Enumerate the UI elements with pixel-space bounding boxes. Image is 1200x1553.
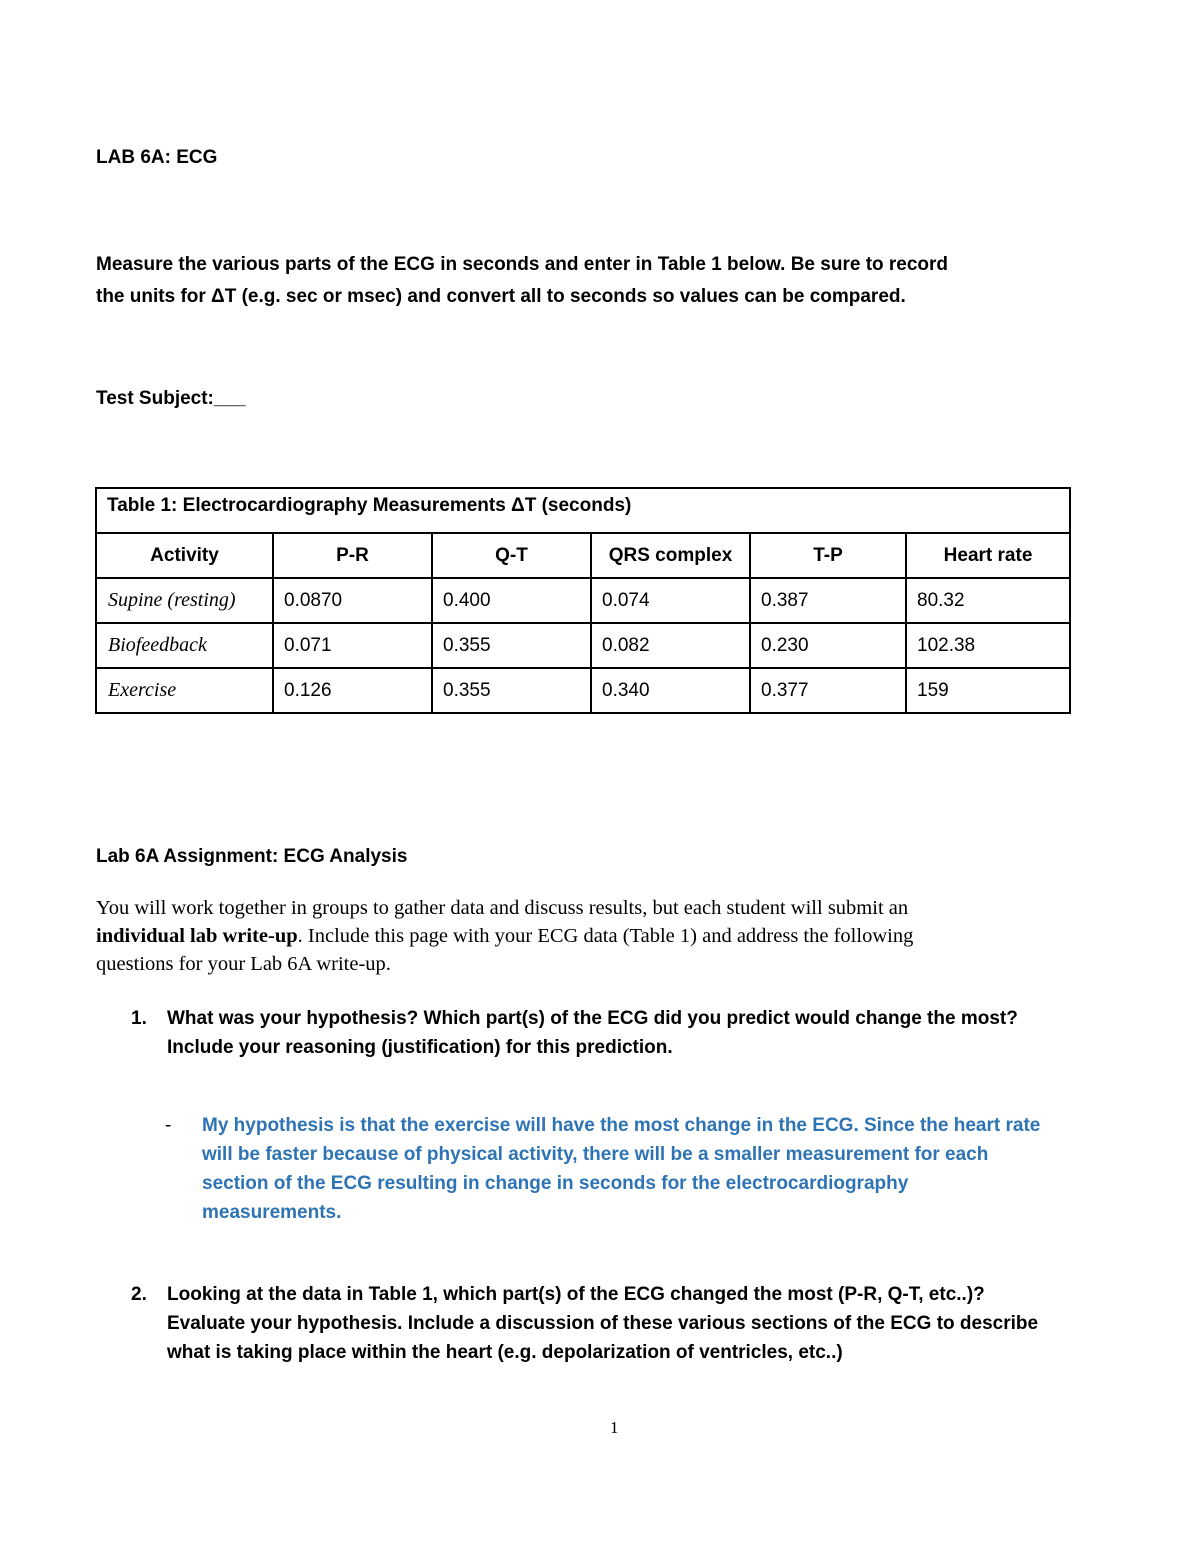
pr-cell: 0.126 — [273, 668, 432, 713]
table-row — [96, 623, 1070, 668]
table-row — [96, 578, 1070, 623]
tp-cell: 0.377 — [750, 668, 906, 713]
qrs-cell: 0.074 — [591, 578, 750, 623]
header-qrs: QRS complex — [591, 533, 750, 578]
qt-cell: 0.400 — [432, 578, 591, 623]
question-number: 1. — [131, 1008, 147, 1029]
header-activity: Activity — [96, 533, 273, 578]
table-caption-row — [96, 488, 1070, 533]
question-text: What was your hypothesis? Which part(s) of the ECG did you predict would change the most? Include your reasoning (justification) for this prediction. — [167, 1008, 1018, 1058]
activity-cell: Exercise — [96, 668, 273, 713]
qt-cell: 0.355 — [432, 623, 591, 668]
ecg-measurements-table — [95, 487, 1071, 714]
pr-cell: 0.071 — [273, 623, 432, 668]
instructions-line-2: the units for ΔT (e.g. sec or msec) and convert all to seconds so values can be compared. — [96, 286, 906, 307]
assignment-intro-text-1: You will work together in groups to gather data and discuss results, but each student will submit an — [96, 897, 909, 919]
header-qt: Q-T — [432, 533, 591, 578]
answer-text: My hypothesis is that the exercise will have the most change in the ECG. Since the heart rate will be faster because of physical activity, there will be a smaller measurement for each section of the ECG resulting in change in seconds for the electrocardiography measurements. — [202, 1115, 1041, 1223]
assignment-intro-line-2 — [96, 922, 1056, 950]
question-1 — [131, 1004, 1071, 1064]
assignment-intro-text-3: questions for your Lab 6A write-up. — [96, 953, 391, 975]
table-caption: Table 1: Electrocardiography Measurements ΔT (seconds) — [96, 488, 1070, 533]
assignment-intro-line-1 — [96, 894, 1056, 922]
qrs-cell: 0.082 — [591, 623, 750, 668]
assignment-intro-line-3 — [96, 950, 1056, 978]
test-subject-field: Test Subject:___ — [96, 388, 246, 409]
tp-cell: 0.387 — [750, 578, 906, 623]
instructions-line-1: Measure the various parts of the ECG in seconds and enter in Table 1 below. Be sure to record — [96, 254, 949, 275]
heart-rate-cell: 159 — [906, 668, 1070, 713]
header-tp: T-P — [750, 533, 906, 578]
header-pr: P-R — [273, 533, 432, 578]
assignment-intro-bold: individual lab write-up — [96, 925, 298, 947]
qrs-cell: 0.340 — [591, 668, 750, 713]
pr-cell: 0.0870 — [273, 578, 432, 623]
table-row — [96, 668, 1070, 713]
question-2 — [131, 1280, 1071, 1370]
question-text: Looking at the data in Table 1, which part(s) of the ECG changed the most (P-R, Q-T, etc..)? Evaluate your hypothesis. Include a discussion of these various sections of the ECG to describe what is taking place within the heart (e.g. depolarization of ventricles, etc..) — [167, 1284, 1039, 1363]
table-header-row — [96, 533, 1070, 578]
page-number: 1 — [610, 1418, 619, 1437]
qt-cell: 0.355 — [432, 668, 591, 713]
activity-cell: Supine (resting) — [96, 578, 273, 623]
lab-title: LAB 6A: ECG — [96, 147, 218, 168]
assignment-heading: Lab 6A Assignment: ECG Analysis — [96, 846, 408, 867]
header-heart-rate: Heart rate — [906, 533, 1070, 578]
question-number: 2. — [131, 1284, 147, 1305]
answer-bullet: - — [165, 1115, 172, 1136]
assignment-intro-text-2: . Include this page with your ECG data (Table 1) and address the following — [297, 925, 914, 947]
tp-cell: 0.230 — [750, 623, 906, 668]
activity-cell: Biofeedback — [96, 623, 273, 668]
heart-rate-cell: 102.38 — [906, 623, 1070, 668]
instructions — [96, 249, 1036, 313]
assignment-intro — [96, 894, 1056, 978]
heart-rate-cell: 80.32 — [906, 578, 1070, 623]
